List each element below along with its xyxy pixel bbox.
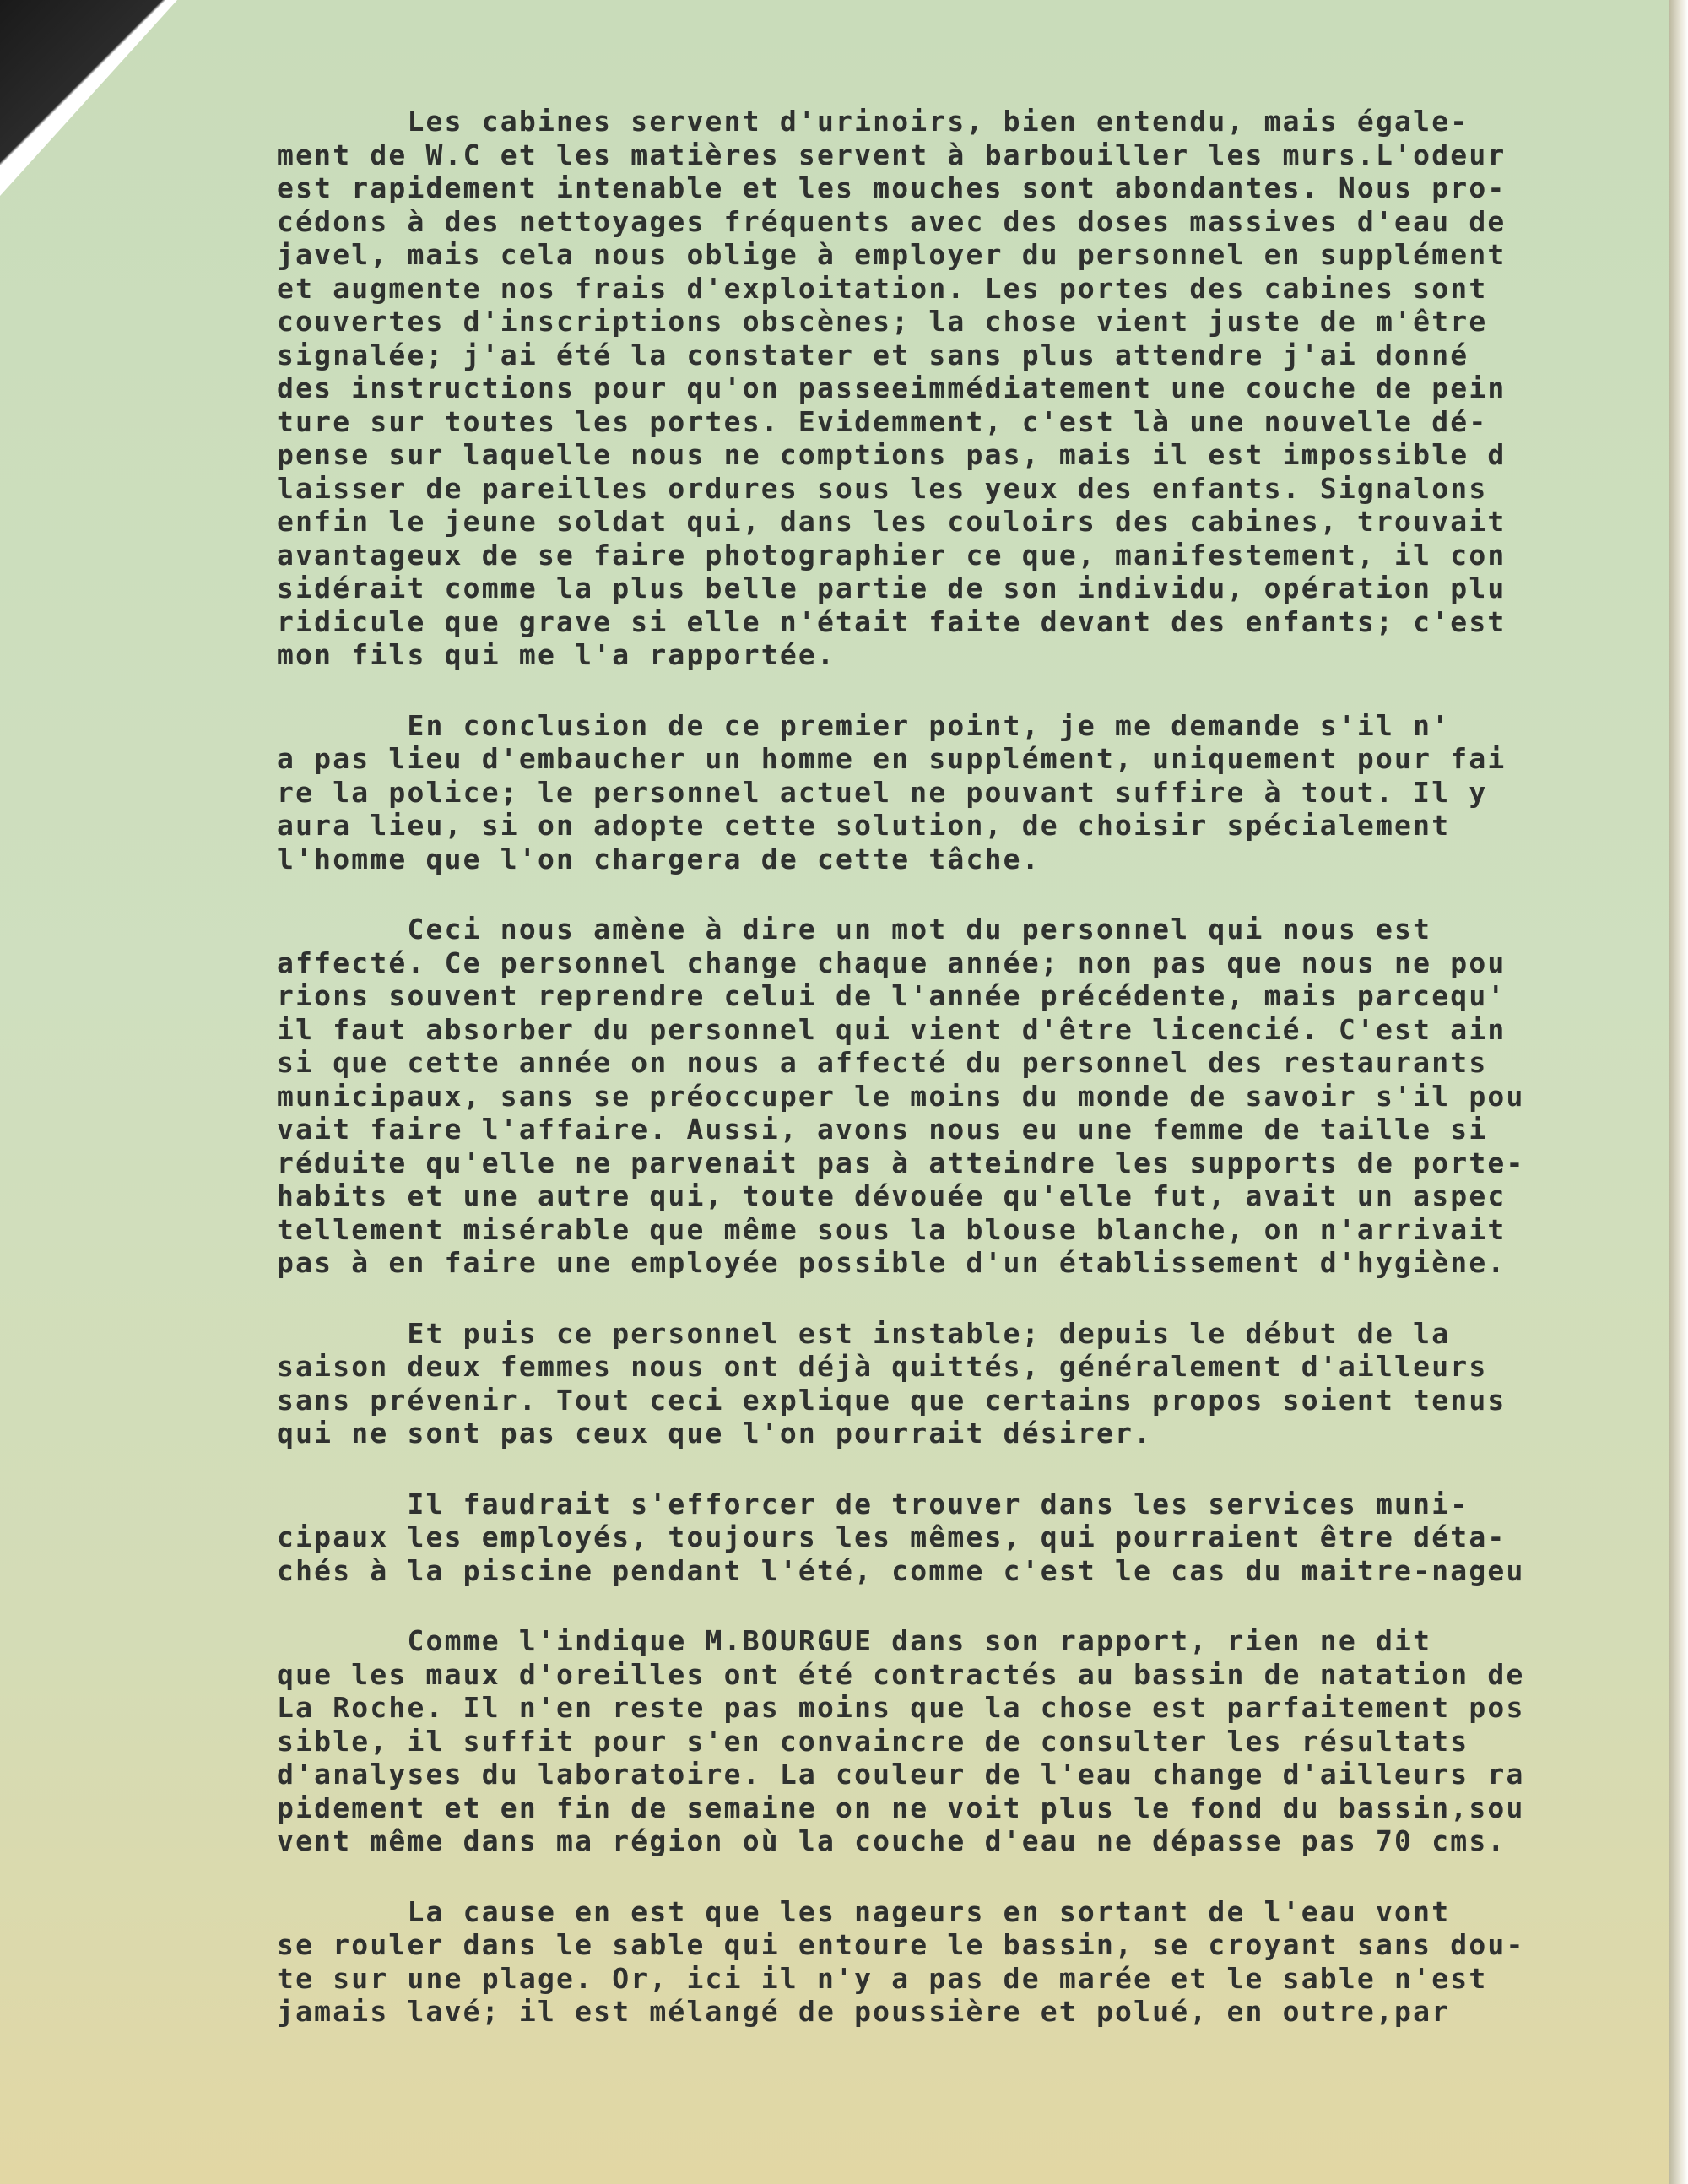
text-line: si que cette année on nous a affecté du personnel des restaurants [277,1046,1488,1079]
text-line: il faut absorber du personnel qui vient d'être licencié. C'est ain [277,1012,1507,1046]
text-line: affecté. Ce personnel change chaque année; non pas que nous ne pou [277,946,1507,979]
text-line: qui ne sont pas ceux que l'on pourrait désirer. [277,1417,1153,1450]
text-line: Et puis ce personnel est instable; depuis le début de la [277,1316,1451,1350]
paragraph [277,1317,1668,1450]
text-line: La cause en est que les nageurs en sortant de l'eau vont [277,1894,1451,1928]
text-line: cédons à des nettoyages fréquents avec des doses massives d'eau de [277,204,1507,238]
text-line: Les cabines servent d'urinoirs, bien entendu, mais égale- [277,105,1469,138]
text-line: ridicule que grave si elle n'était faite devant des enfants; c'est [277,604,1507,638]
text-line: pense sur laquelle nous ne comptions pas, mais il est impossible d [277,438,1507,471]
text-line: vent même dans ma région où la couche d'eau ne dépasse pas 70 cms. [277,1824,1507,1857]
text-line: avantageux de se faire photographier ce que, manifestement, il con [277,538,1507,572]
text-line: pas à en faire une employée possible d'un établissement d'hygiène. [277,1246,1507,1279]
text-line: a pas lieu d'embaucher un homme en supplément, uniquement pour fai [277,742,1507,775]
paragraph [277,105,1668,672]
text-line: municipaux, sans se préoccuper le moins du monde de savoir s'il pou [277,1079,1525,1113]
text-line: cipaux les employés, toujours les mêmes, qui pourraient être déta- [277,1520,1507,1553]
text-line: aura lieu, si on adopte cette solution, de choisir spécialement [277,809,1451,842]
text-line: sible, il suffit pour s'en convaincre de consulter les résultats [277,1724,1469,1758]
paragraph [277,913,1668,1280]
text-line: ture sur toutes les portes. Evidemment, c'est là une nouvelle dé- [277,404,1488,438]
text-line: sidérait comme la plus belle partie de son individu, opération plu [277,572,1507,604]
text-line: l'homme que l'on chargera de cette tâche. [277,842,1041,875]
text-line: javel, mais cela nous oblige à employer du personnel en supplément [277,238,1507,271]
text-line: se rouler dans le sable qui entoure le bassin, se croyant sans dou- [277,1928,1525,1961]
scan-corner-shadow [0,0,194,211]
paragraph [277,1895,1668,2029]
text-line: La Roche. Il n'en reste pas moins que la chose est parfaitement pos [277,1691,1525,1724]
text-line: est rapidement intenable et les mouches sont abondantes. Nous pro- [277,171,1507,204]
text-line: d'analyses du laboratoire. La couleur de l'eau change d'ailleurs ra [277,1758,1525,1791]
paragraph [277,709,1668,876]
text-line: mon fils qui me l'a rapportée. [277,638,836,671]
paragraph [277,1488,1668,1588]
text-line: sans prévenir. Tout ceci explique que certains propos soient tenus [277,1383,1507,1417]
text-line: et augmente nos frais d'exploitation. Les portes des cabines sont [277,271,1488,305]
text-line: re la police; le personnel actuel ne pouvant suffire à tout. Il y [277,775,1488,809]
text-line: chés à la piscine pendant l'été, comme c'est le cas du maitre-nageu [277,1553,1525,1587]
text-line: rions souvent reprendre celui de l'année précédente, mais parcequ' [277,979,1507,1012]
text-line: ment de W.C et les matières servent à barbouiller les murs.L'odeur [277,138,1507,171]
text-line: Comme l'indique M.BOURGUE dans son rapport, rien ne dit [277,1624,1432,1657]
text-line: enfin le jeune soldat qui, dans les couloirs des cabines, trouvait [277,505,1507,538]
text-line: signalée; j'ai été la constater et sans plus attendre j'ai donné [277,338,1469,371]
typewritten-page [277,105,1668,2066]
text-line: vait faire l'affaire. Aussi, avons nous eu une femme de taille si [277,1113,1488,1146]
paper-right-edge [1669,0,1688,2184]
text-line: couvertes d'inscriptions obscènes; la chose vient juste de m'être [277,305,1488,338]
text-line: des instructions pour qu'on passeeimmédiatement une couche de pein [277,371,1507,404]
paragraph [277,1624,1668,1858]
text-line: saison deux femmes nous ont déjà quittés, généralement d'ailleurs [277,1350,1488,1383]
text-line: te sur une plage. Or, ici il n'y a pas de marée et le sable n'est [277,1961,1488,1995]
text-line: habits et une autre qui, toute dévouée qu'elle fut, avait un aspec [277,1179,1507,1212]
text-line: que les maux d'oreilles ont été contractés au bassin de natation de [277,1657,1525,1691]
text-line: réduite qu'elle ne parvenait pas à atteindre les supports de porte- [277,1146,1525,1179]
text-line: Ceci nous amène à dire un mot du personnel qui nous est [277,913,1432,946]
text-line: tellement misérable que même sous la blouse blanche, on n'arrivait [277,1212,1507,1246]
text-line: pidement et en fin de semaine on ne voit plus le fond du bassin,sou [277,1791,1525,1824]
text-line: laisser de pareilles ordures sous les yeux des enfants. Signalons [277,471,1488,505]
text-line: Il faudrait s'efforcer de trouver dans les services muni- [277,1487,1469,1520]
text-line: En conclusion de ce premier point, je me demande s'il n' [277,708,1451,742]
text-line: jamais lavé; il est mélangé de poussière et polué, en outre,par [277,1995,1451,2028]
